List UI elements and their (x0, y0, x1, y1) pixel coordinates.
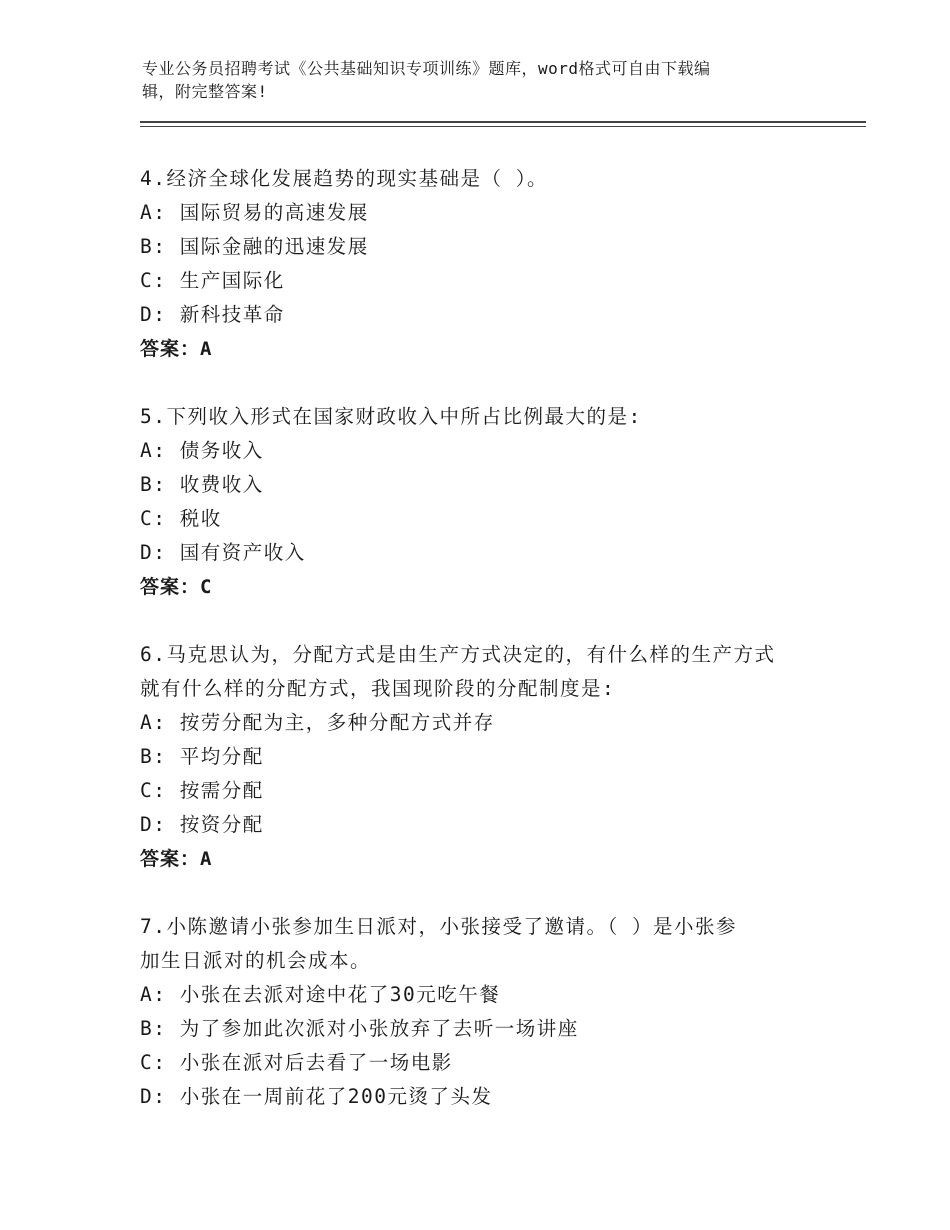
question-stem-line-1: 7.小陈邀请小张参加生日派对，小张接受了邀请。（ ）是小张参 (140, 915, 737, 938)
option-c: C: 按需分配 (140, 779, 264, 802)
option-a: A: 债务收入 (140, 439, 264, 462)
question-4 (140, 162, 810, 366)
question-list (140, 162, 810, 1148)
question-stem-line-2: 就有什么样的分配方式，我国现阶段的分配制度是: (140, 677, 616, 700)
header-line-2: 辑，附完整答案! (142, 82, 268, 101)
option-c: C: 生产国际化 (140, 269, 285, 292)
answer-label: 答案：C (140, 576, 213, 598)
option-b: B: 为了参加此次派对小张放弃了去听一场讲座 (140, 1017, 579, 1040)
question-7 (140, 910, 810, 1114)
option-b: B: 平均分配 (140, 745, 264, 768)
question-5 (140, 400, 810, 604)
header-line-1: 专业公务员招聘考试《公共基础知识专项训练》题库，word格式可自由下载编 (142, 59, 711, 78)
option-a: A: 国际贸易的高速发展 (140, 201, 369, 224)
question-6 (140, 638, 810, 876)
question-stem: 5.下列收入形式在国家财政收入中所占比例最大的是: (140, 405, 642, 428)
option-d: D: 按资分配 (140, 813, 264, 836)
question-stem-line-2: 加生日派对的机会成本。 (140, 949, 372, 972)
option-c: C: 税收 (140, 507, 222, 530)
document-header (142, 57, 792, 103)
option-a: A: 按劳分配为主，多种分配方式并存 (140, 711, 495, 734)
header-divider-thin (140, 126, 866, 127)
option-c: C: 小张在派对后去看了一场电影 (140, 1051, 453, 1074)
answer-label: 答案：A (140, 848, 213, 870)
header-divider-thick (140, 121, 866, 123)
option-d: D: 新科技革命 (140, 303, 285, 326)
question-stem-line-1: 6.马克思认为，分配方式是由生产方式决定的，有什么样的生产方式 (140, 643, 776, 666)
option-a: A: 小张在去派对途中花了30元吃午餐 (140, 983, 501, 1006)
option-d: D: 国有资产收入 (140, 541, 306, 564)
question-stem: 4.经济全球化发展趋势的现实基础是（ ）。 (140, 167, 548, 190)
answer-label: 答案：A (140, 338, 213, 360)
option-b: B: 收费收入 (140, 473, 264, 496)
option-b: B: 国际金融的迅速发展 (140, 235, 369, 258)
option-d: D: 小张在一周前花了200元烫了头发 (140, 1085, 493, 1108)
